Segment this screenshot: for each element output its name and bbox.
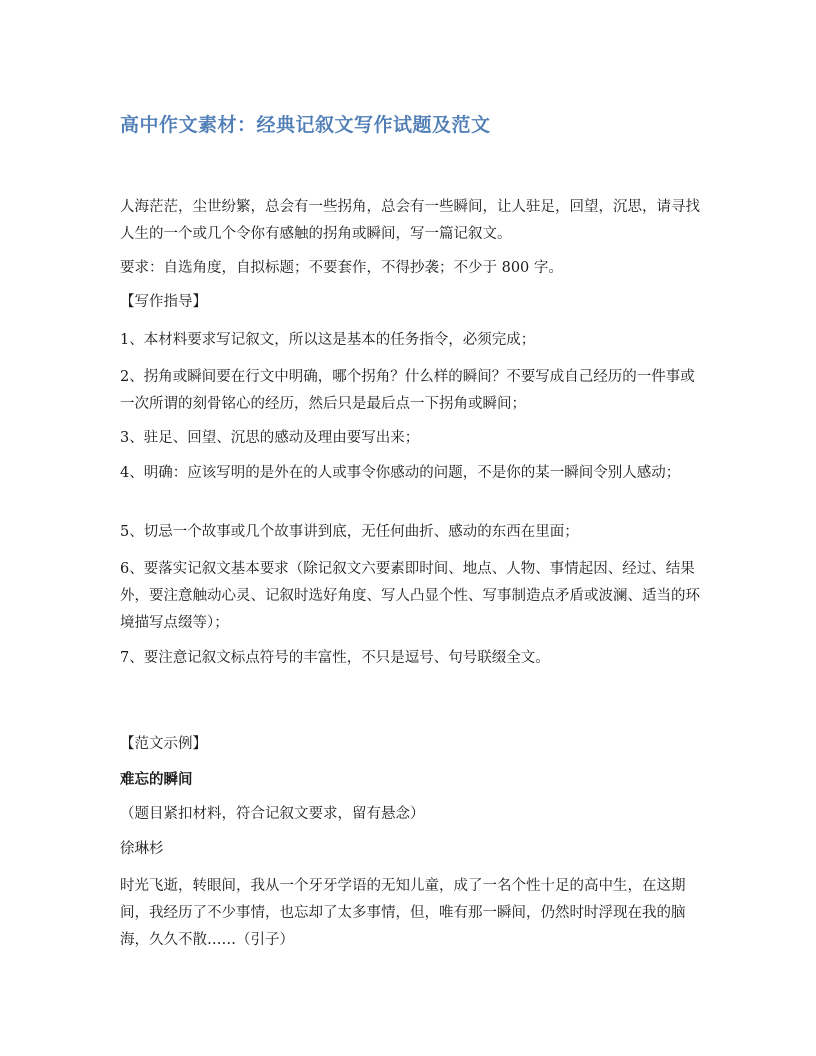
guide-heading: 【写作指导】 (120, 294, 207, 310)
guide-item-2: 2、拐角或瞬间要在行文中明确，哪个拐角？什么样的瞬间？不要写成自己经历的一件事或一次所谓的刻骨铭心的经历，然后只是最后点一下拐角或瞬间； (120, 369, 695, 412)
sample-heading: 【范文示例】 (120, 736, 207, 752)
guide-item-5: 5、切忌一个故事或几个故事讲到底，无任何曲折、感动的东西在里面； (120, 524, 579, 540)
guide-item-3: 3、驻足、回望、沉思的感动及理由要写出来； (120, 430, 420, 446)
guide-item-7: 7、要注意记叙文标点符号的丰富性，不只是逗号、句号联缀全文。 (120, 650, 550, 666)
sample-note: （题目紧扣材料，符合记叙文要求，留有悬念） (120, 806, 425, 822)
sample-title: 难忘的瞬间 (120, 771, 193, 788)
document-title: 高中作文素材：经典记叙文写作试题及范文 (120, 114, 491, 136)
requirements-paragraph: 要求：自选角度，自拟标题；不要套作，不得抄袭；不少于 800 字。 (120, 260, 563, 276)
sample-paragraph: 时光飞逝，转眼间，我从一个牙牙学语的无知儿童，成了一名个性十足的高中生，在这期间，我经历了不少事情，也忘却了太多事情，但，唯有那一瞬间，仍然时时浮现在我的脑海，久久不散……（引子） (120, 878, 686, 948)
guide-item-4: 4、明确：应该写明的是外在的人或事令你感动的问题，不是你的某一瞬间令别人感动； (120, 465, 681, 481)
guide-item-1: 1、本材料要求写记叙文，所以这是基本的任务指令，必须完成； (120, 332, 536, 348)
guide-item-6: 6、要落实记叙文基本要求（除记叙文六要素即时间、地点、人物、事情起因、经过、结果外，要注意触动心灵、记叙时选好角度、写人凸显个性、写事制造点矛盾或波澜、适当的环境描写点缀等）； (120, 561, 700, 631)
author-name: 徐琳杉 (120, 841, 164, 857)
prompt-paragraph: 人海茫茫，尘世纷繁，总会有一些拐角，总会有一些瞬间，让人驻足，回望，沉思，请寻找人生的一个或几个令你有感触的拐角或瞬间，写一篇记叙文。 (120, 199, 700, 242)
